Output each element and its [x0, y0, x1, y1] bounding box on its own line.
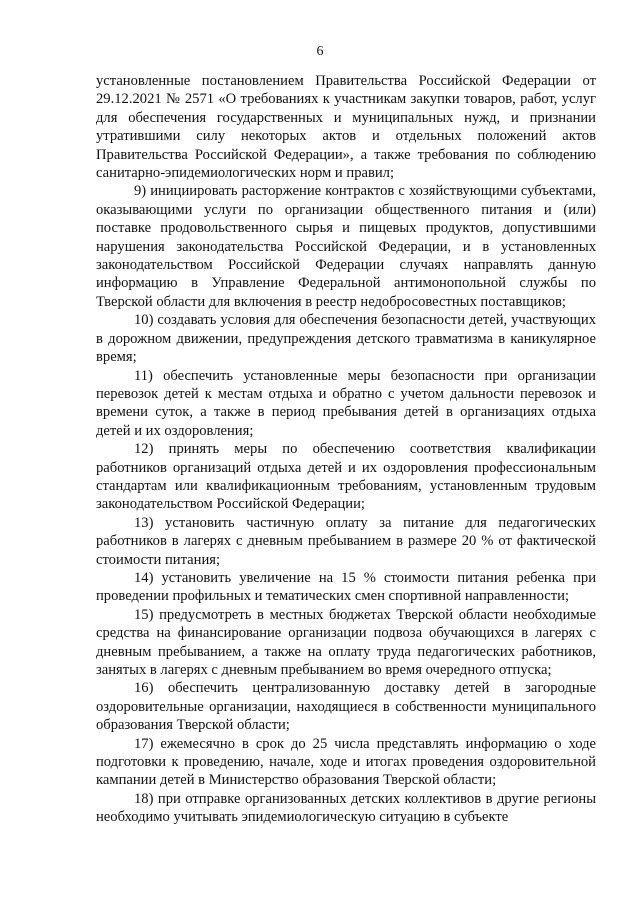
paragraph-item-17: 17) ежемесячно в срок до 25 числа представлять информацию о ходе подготовки к проведению, начале, ходе и итогах проведения оздоровительной кампании детей в Министерство образования Тверской области;	[96, 735, 596, 789]
paragraph-item-12: 12) принять меры по обеспечению соответствия квалификации работников организаций отдыха детей и их оздоровления профессиональным стандартам или квалификационным требованиям, установленным трудовым законодательством Российской Федерации;	[96, 441, 596, 513]
paragraph-item-9: 9) инициировать расторжение контрактов с хозяйствующими субъектами, оказывающими услуги по организации общественного питания и (или) поставке продовольственного сырья и пищевых продуктов, допустившими нарушения законодательства Российской Федерации, и в установленных законодательством Российской Федерации случаях направлять данную информацию в Управление Федеральной антимонопольной службы по Тверской области для включения в реестр недобросовестных поставщиков;	[96, 183, 596, 310]
paragraph-continuation: установленные постановлением Правительства Российской Федерации от 29.12.2021 № 2571 «О требованиях к участникам закупки товаров, работ, услуг для обеспечения государственных и муниципальных нужд, и признании утратившими силу некоторых актов и отдельных положений актов Правительства Российской Федерации», а также требования по соблюдению санитарно-эпидемиологических норм и правил;	[96, 73, 596, 182]
paragraph-item-14: 14) установить увеличение на 15 % стоимости питания ребенка при проведении профильных и тематических смен спортивной направленности;	[96, 569, 596, 605]
paragraph-item-11: 11) обеспечить установленные меры безопасности при организации перевозок детей к местам отдыха и обратно с учетом дальности перевозок и времени суток, а также в период пребывания детей в организациях отдыха детей и их оздоровления;	[96, 367, 596, 439]
paragraph-item-10: 10) создавать условия для обеспечения безопасности детей, участвующих в дорожном движении, предупреждения детского травматизма в каникулярное время;	[96, 312, 596, 366]
paragraph-item-16: 16) обеспечить централизованную доставку детей в загородные оздоровительные организации, находящиеся в собственности муниципального образования Тверской области;	[96, 680, 596, 734]
paragraph-item-15: 15) предусмотреть в местных бюджетах Тверской области необходимые средства на финансирование организации подвоза обучающихся в лагерях с дневным пребыванием, а также на оплату труда педагогических работников, занятых в лагерях с дневным пребыванием во время очередного отпуска;	[96, 606, 596, 678]
document-body	[96, 72, 596, 827]
paragraph-item-18: 18) при отправке организованных детских коллективов в другие регионы необходимо учитывать эпидемиологическую ситуацию в субъекте	[96, 790, 596, 826]
page-number: 6	[316, 44, 324, 59]
paragraph-item-13: 13) установить частичную оплату за питание для педагогических работников в лагерях с дневным пребыванием в размере 20 % от фактической стоимости питания;	[96, 514, 596, 568]
